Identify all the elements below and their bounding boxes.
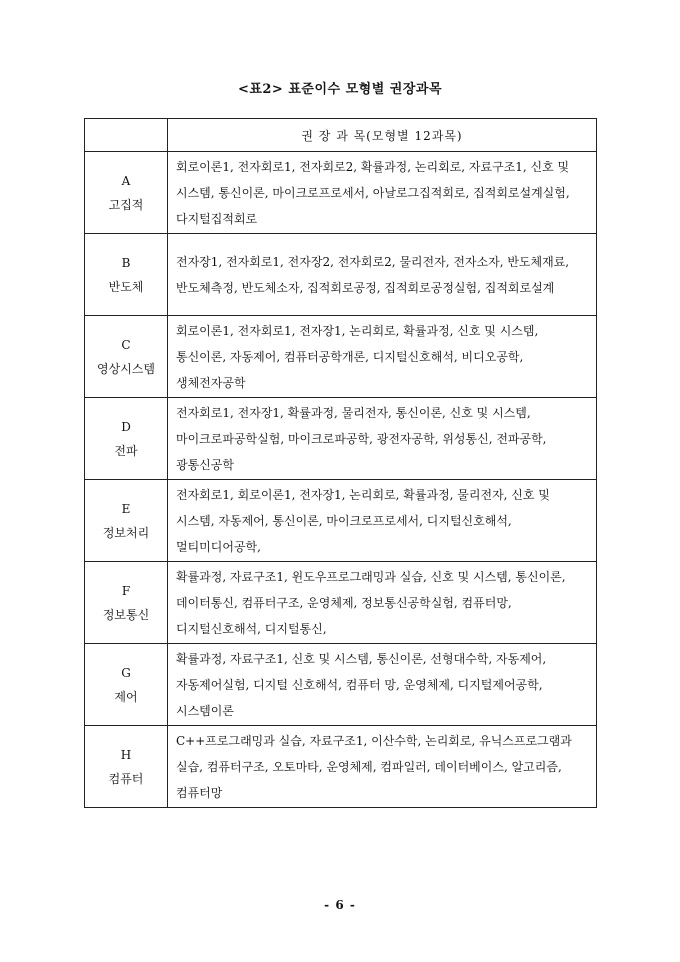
track-code: D — [121, 419, 131, 434]
recommended-courses-table — [84, 118, 597, 808]
track-name: 정보처리 — [102, 525, 150, 540]
table-row — [85, 562, 597, 644]
track-courses-cell: 회로이론1, 전자회로1, 전자장1, 논리회로, 확률과정, 신호 및 시스템, 통신이론, 자동제어, 컴퓨터공학개론, 디지털신호해석, 비디오공학, 생체전자공학 — [168, 316, 597, 398]
track-label-cell — [85, 562, 168, 644]
table-title: <표2> 표준이수 모형별 권장과목 — [237, 82, 443, 97]
track-name: 고집적 — [108, 197, 144, 212]
track-label-cell — [85, 316, 168, 398]
track-courses-cell: C++프로그래밍과 실습, 자료구조1, 이산수학, 논리회로, 유닉스프로그램과 실습, 컴퓨터구조, 오토마타, 운영체제, 컴파일러, 데이터베이스, 알고리즘, 컴퓨터망 — [168, 726, 597, 808]
table-row — [85, 234, 597, 316]
page-number: - 6 - — [324, 898, 356, 912]
track-name: 반도체 — [108, 279, 144, 294]
track-courses-cell: 전자회로1, 전자장1, 확률과정, 물리전자, 통신이론, 신호 및 시스템, 마이크로파공학실험, 마이크로파공학, 광전자공학, 위성통신, 전파공학, 광통신공학 — [168, 398, 597, 480]
table-row — [85, 398, 597, 480]
track-name: 컴퓨터 — [108, 771, 144, 786]
track-name: 제어 — [114, 689, 138, 704]
track-courses-cell: 전자장1, 전자회로1, 전자장2, 전자회로2, 물리전자, 전자소자, 반도체재료, 반도체측정, 반도체소자, 집적회로공정, 집적회로공정실험, 집적회로설계 — [168, 234, 597, 316]
track-courses-cell: 확률과정, 자료구조1, 윈도우프로그래밍과 실습, 신호 및 시스템, 통신이론, 데이터통신, 컴퓨터구조, 운영체제, 정보통신공학실험, 컴퓨터망, 디지털신호해석, 디지털통신, — [168, 562, 597, 644]
table-row — [85, 726, 597, 808]
table-row — [85, 644, 597, 726]
track-courses-cell: 확률과정, 자료구조1, 신호 및 시스템, 통신이론, 선형대수학, 자동제어, 자동제어실험, 디지털 신호해석, 컴퓨터 망, 운영체제, 디지털제어공학, 시스템이론 — [168, 644, 597, 726]
track-label-cell — [85, 398, 168, 480]
table-header-row — [85, 119, 597, 152]
track-label-cell — [85, 152, 168, 234]
track-code: G — [121, 665, 131, 680]
track-label-cell — [85, 234, 168, 316]
track-label-cell — [85, 644, 168, 726]
track-courses-cell: 전자회로1, 회로이론1, 전자장1, 논리회로, 확률과정, 물리전자, 신호 및 시스템, 자동제어, 통신이론, 마이크로프로세서, 디지털신호해석, 멀티미디어공학, — [168, 480, 597, 562]
track-code: H — [120, 747, 132, 762]
track-name: 정보통신 — [102, 607, 150, 622]
track-label-cell — [85, 480, 168, 562]
track-courses-cell: 회로이론1, 전자회로1, 전자회로2, 확률과정, 논리회로, 자료구조1, 신호 및 시스템, 통신이론, 마이크로프로세서, 아날로그집적회로, 집적회로설계실험, 다지털집적회로 — [168, 152, 597, 234]
track-code: F — [121, 583, 131, 598]
track-code: C — [121, 337, 131, 352]
track-code: A — [121, 173, 131, 188]
header-empty-cell — [85, 119, 168, 152]
table-row — [85, 316, 597, 398]
track-label-cell — [85, 726, 168, 808]
table-row — [85, 480, 597, 562]
track-name: 전파 — [114, 443, 138, 458]
track-code: B — [121, 255, 131, 270]
track-code: E — [121, 501, 131, 516]
header-title-cell: 권 장 과 목(모형별 12과목) — [168, 119, 597, 152]
track-name: 영상시스템 — [97, 361, 155, 376]
table-row — [85, 152, 597, 234]
